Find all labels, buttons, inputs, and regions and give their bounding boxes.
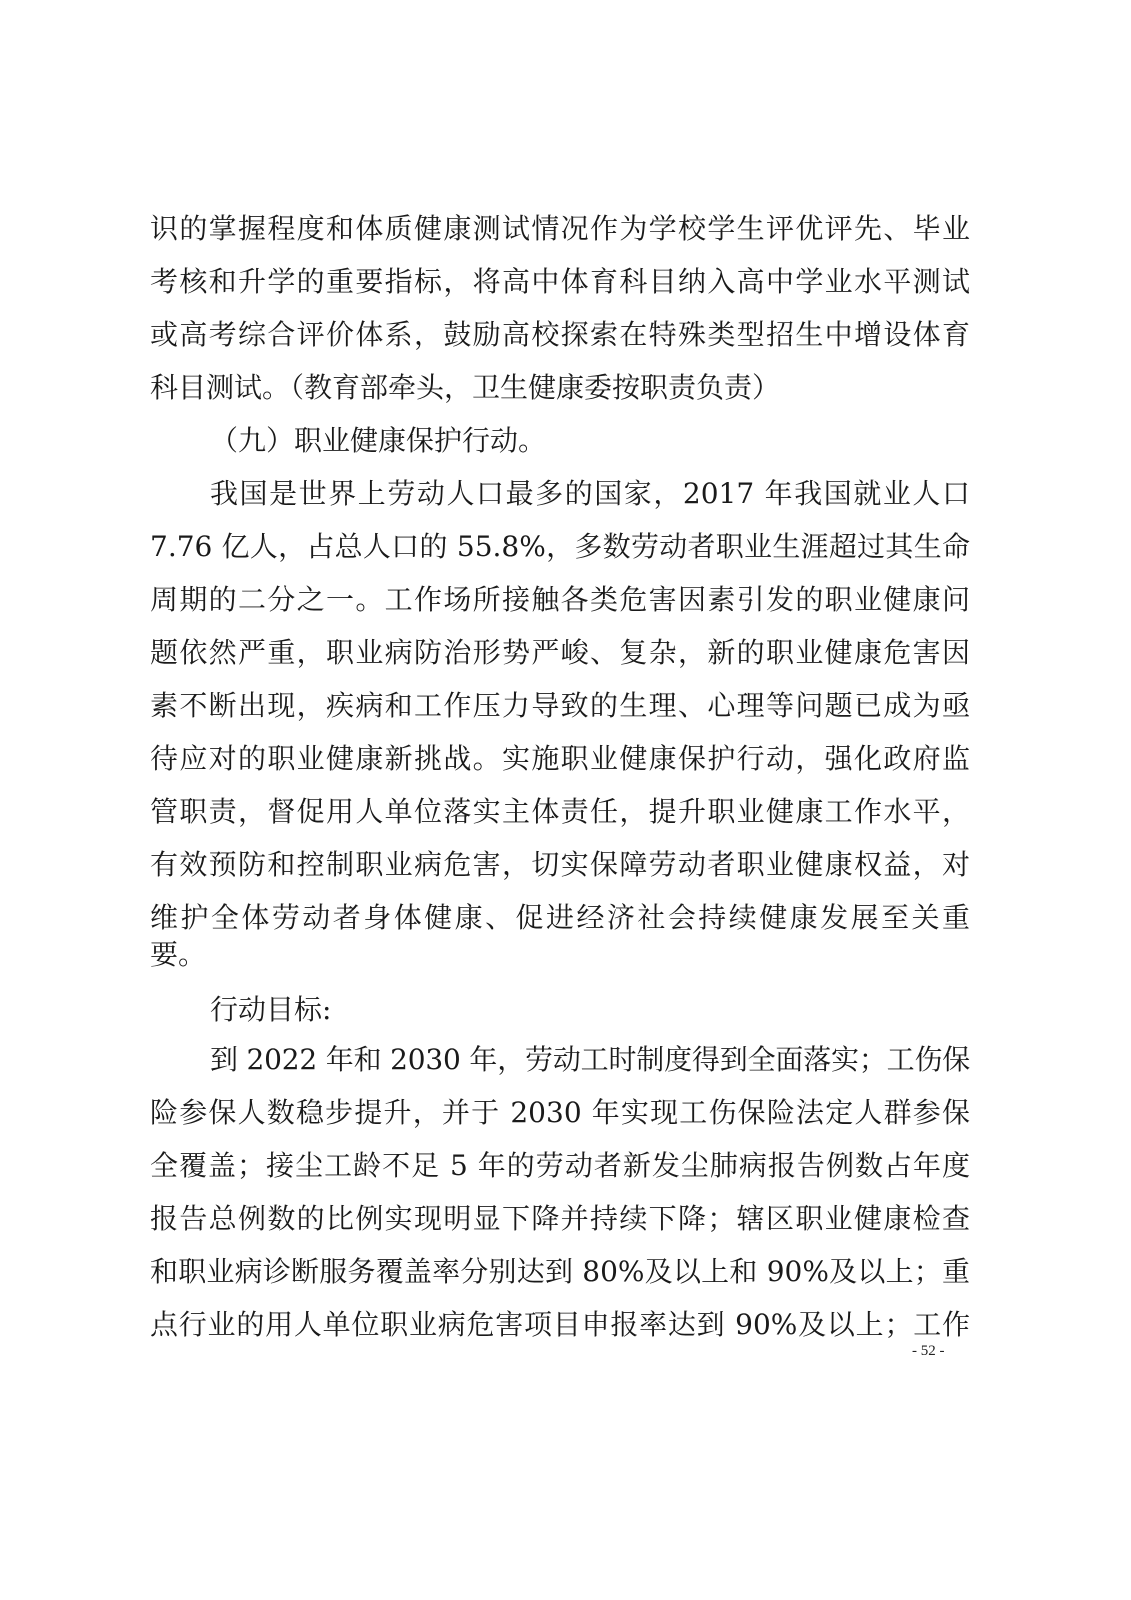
text-line: 和职业病诊断服务覆盖率分别达到 80%及以上和 90%及以上；重 (150, 1255, 970, 1288)
text-line: 素不断出现，疾病和工作压力导致的生理、心理等问题已成为亟 (150, 689, 970, 722)
text-line: 报告总例数的比例实现明显下降并持续下降；辖区职业健康检查 (150, 1202, 970, 1235)
text-line: 考核和升学的重要指标，将高中体育科目纳入高中学业水平测试 (150, 265, 970, 298)
text-line: 维护全体劳动者身体健康、促进经济社会持续健康发展至关重 (150, 901, 970, 934)
text-line: 待应对的职业健康新挑战。实施职业健康保护行动，强化政府监 (150, 742, 970, 775)
text-line: 识的掌握程度和体质健康测试情况作为学校学生评优评先、毕业 (150, 212, 970, 245)
subheading-action-goals: 行动目标: (210, 993, 332, 1026)
text-line: 题依然严重，职业病防治形势严峻、复杂，新的职业健康危害因 (150, 636, 970, 669)
text-line: 要。 (150, 938, 207, 971)
section-heading: （九）职业健康保护行动。 (210, 424, 547, 457)
text-line: 我国是世界上劳动人口最多的国家，2017 年我国就业人口 (210, 477, 970, 510)
text-line: 险参保人数稳步提升，并于 2030 年实现工伤保险法定人群参保 (150, 1096, 970, 1129)
text-line: 管职责，督促用人单位落实主体责任，提升职业健康工作水平， (150, 795, 970, 828)
text-line: 全覆盖；接尘工龄不足 5 年的劳动者新发尘肺病报告例数占年度 (150, 1149, 970, 1182)
text-line: 到 2022 年和 2030 年，劳动工时制度得到全面落实；工伤保 (210, 1043, 971, 1076)
page-number: - 52 - (912, 1343, 945, 1359)
text-line: 点行业的用人单位职业病危害项目申报率达到 90%及以上；工作 (150, 1308, 970, 1341)
text-line: 7.76 亿人，占总人口的 55.8%，多数劳动者职业生涯超过其生命 (150, 530, 970, 563)
text-line: 周期的二分之一。工作场所接触各类危害因素引发的职业健康问 (150, 583, 970, 616)
text-line: 科目测试。（教育部牵头，卫生健康委按职责负责） (150, 371, 781, 404)
text-line: 有效预防和控制职业病危害，切实保障劳动者职业健康权益，对 (150, 848, 970, 881)
text-line: 或高考综合评价体系，鼓励高校探索在特殊类型招生中增设体育 (150, 318, 970, 351)
